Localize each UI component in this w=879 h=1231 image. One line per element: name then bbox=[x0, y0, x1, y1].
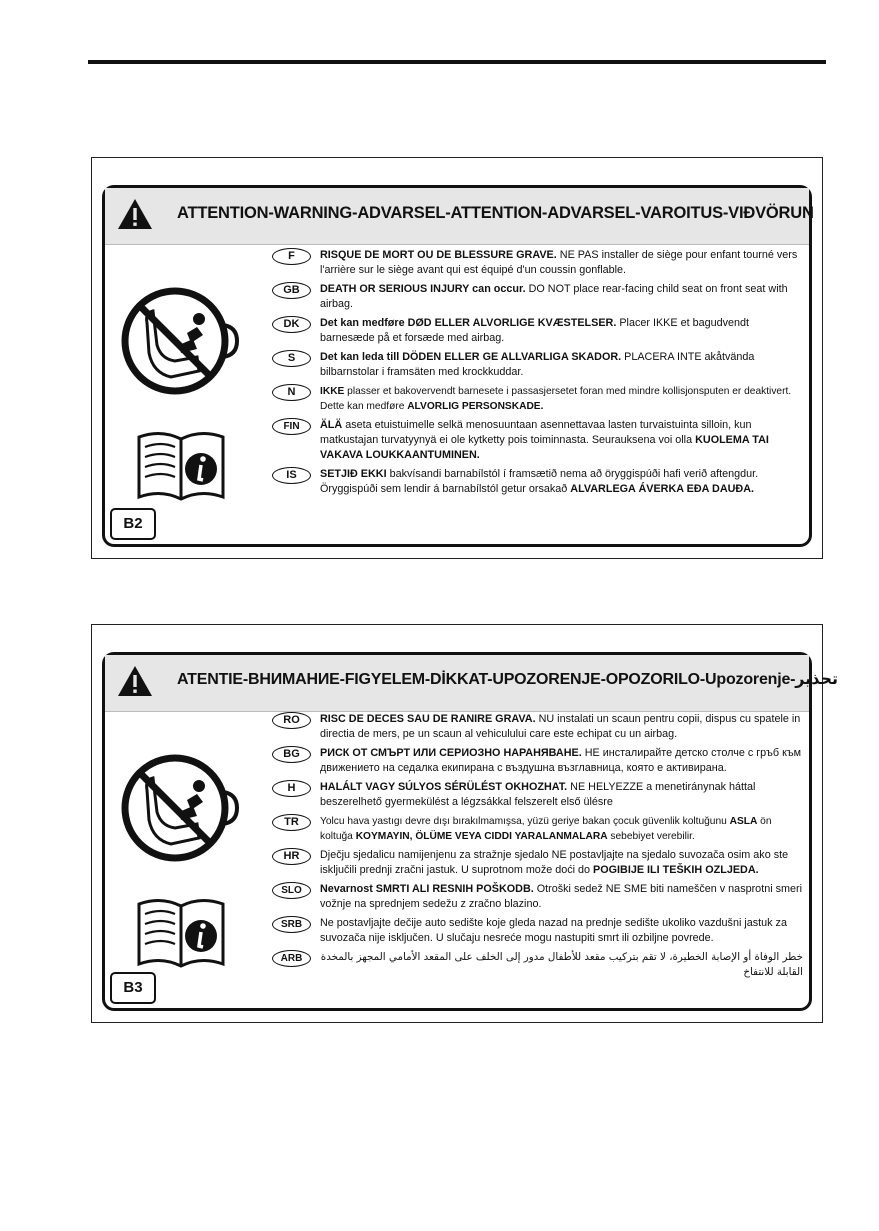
no-rear-facing-child-seat-icon bbox=[117, 740, 247, 880]
warning-text: SETJIÐ EKKI bakvísandi barnabílstól í framsætið nema að öryggispúði hafi verið aftengdur. Öryggispúði sem lendir á barnabílstól getur orsakað ALVARLEGA ÁVERKA EÐA DAUÐA. bbox=[320, 468, 759, 495]
language-badge: HR bbox=[272, 848, 311, 865]
warning-entry bbox=[272, 282, 803, 312]
warning-text: خطر الوفاة أو الإصابة الخطيرة، لا تقم بتركيب مقعد للأطفال مدور إلى الخلف على المقعد الأمامي المجهز بالمخدة القابلة للانتفاخ bbox=[320, 951, 803, 978]
label-code: B2 bbox=[110, 508, 156, 540]
pictogram bbox=[117, 273, 247, 523]
language-badge: SRB bbox=[272, 916, 311, 933]
label-frame-b2 bbox=[91, 157, 823, 559]
warning-text: HALÁLT VAGY SÚLYOS SÉRÜLÉST OKHOZHAT. NE HELYEZZE a menetiránynak háttal beszerelhető gyermekülést a légzsákkal felszerelt első ülésre bbox=[320, 781, 756, 808]
warning-triangle-icon bbox=[117, 665, 153, 697]
warning-label-b3 bbox=[102, 652, 839, 1011]
warning-triangle-icon bbox=[117, 198, 153, 230]
warning-text: RISC DE DECES SAU DE RANIRE GRAVA. NU instalati un scaun pentru copii, dispus cu spatele in directia de mers, pe un scaun al vehiculului care este echipat cu un airbag. bbox=[320, 713, 801, 740]
warning-text: DEATH OR SERIOUS INJURY can occur. DO NOT place rear-facing child seat on front seat with airbag. bbox=[320, 283, 788, 310]
language-badge: RO bbox=[272, 712, 311, 729]
language-badge: ARB bbox=[272, 950, 311, 967]
warning-text: Det kan medføre DØD ELLER ALVORLIGE KVÆSTELSER. Placer IKKE et bagudvendt barnesæde på et forsæde med airbag. bbox=[320, 317, 750, 344]
warning-entry bbox=[272, 418, 803, 463]
label-title: ATENTIE-ВНИМАНИЕ-FIGYELEM-DİKKAT-UPOZORENJE-OPOZORILO-Upozorenje-تحذير bbox=[177, 671, 839, 688]
warning-entry bbox=[272, 712, 803, 742]
warning-text: RISQUE DE MORT OU DE BLESSURE GRAVE. NE PAS installer de siège pour enfant tourné vers l'arrière sur le siège avant qui est équipé d'un coussin gonflable. bbox=[320, 249, 798, 276]
language-badge: N bbox=[272, 384, 311, 401]
warning-entry bbox=[272, 467, 803, 497]
warning-text: IKKE plasser et bakovervendt barnesete i passasjersetet foran med mindre kollisjonsputen er deaktivert. Dette kan medføre ALVORLIG PERSONSKADE. bbox=[320, 386, 792, 412]
warning-text: Det kan leda till DÖDEN ELLER GE ALLVARLIGA SKADOR. PLACERA INTE akåtvända bilbarnstolar i framsäten med krockkuddar. bbox=[320, 351, 755, 378]
language-badge: BG bbox=[272, 746, 311, 763]
warning-entry bbox=[272, 848, 803, 878]
label-header bbox=[105, 188, 814, 245]
read-manual-icon bbox=[131, 417, 231, 507]
warning-entry bbox=[272, 746, 803, 776]
language-badge: SLO bbox=[272, 882, 311, 899]
warning-entry bbox=[272, 248, 803, 278]
language-badge: F bbox=[272, 248, 311, 265]
warning-text: Yolcu hava yastıgı devre dışı bırakılmamışsa, yüzü geriye bakan çocuk güvenlik koltuğunu ASLA ön koltuğa KOYMAYIN, ÖLÜME VEYA CIDDI YARALANMALARA sebebiyet verebilir. bbox=[320, 816, 772, 842]
language-badge: FIN bbox=[272, 418, 311, 435]
warning-text: РИСК ОТ СМЪРТ ИЛИ СЕРИОЗНО НАРАНЯВАНЕ. НЕ инсталирайте детско столче с гръб към движението на седалка екипирана с въздушна възглавница, която е активирана. bbox=[320, 747, 801, 774]
warning-text: Dječju sjedalicu namijenjenu za stražnje sjedalo NE postavljajte na sjedalo suvozača osim ako ste isključili prednji zračni jastuk. U suprotnom može doći do POGIBIJE ILI TEŠKIH OZLJEDA. bbox=[320, 849, 789, 876]
top-rule bbox=[88, 60, 826, 64]
warning-texts bbox=[272, 248, 803, 501]
warning-entry bbox=[272, 316, 803, 346]
label-header bbox=[105, 655, 839, 712]
warning-entry bbox=[272, 950, 803, 980]
warning-entry bbox=[272, 780, 803, 810]
language-badge: IS bbox=[272, 467, 311, 484]
warning-entry bbox=[272, 814, 803, 844]
language-badge: DK bbox=[272, 316, 311, 333]
pictogram bbox=[117, 740, 247, 990]
language-badge: GB bbox=[272, 282, 311, 299]
warning-text: Ne postavljajte dečije auto sedište koje gleda nazad na prednje sedište ukoliko vazdušni jastuk za suvozača nije isključen. U slučaju nesreće mogu nastupiti smrt ili ozbiljne povrede. bbox=[320, 917, 787, 944]
warning-label-b2 bbox=[102, 185, 812, 547]
warning-entry bbox=[272, 384, 803, 414]
warning-text: ÄLÄ aseta etuistuimelle selkä menosuuntaan asennettavaa lasten turvaistuinta silloin, kun matkustajan turvatyynyä ei ole kytketty pois toiminnasta. Seurauksena voi olla KUOLEMA TAI VAKAVA LOUKKAANTUMINEN. bbox=[320, 419, 769, 461]
warning-entry bbox=[272, 350, 803, 380]
no-rear-facing-child-seat-icon bbox=[117, 273, 247, 413]
warning-entry bbox=[272, 916, 803, 946]
read-manual-icon bbox=[131, 884, 231, 974]
warning-text: Nevarnost SMRTI ALI RESNIH POŠKODB. Otroški sedež NE SME biti nameščen v nasprotni smeri vožnje na sprednjem sedežu z zračno blazino. bbox=[320, 883, 802, 910]
language-badge: S bbox=[272, 350, 311, 367]
label-frame-b3 bbox=[91, 624, 839, 1023]
warning-entry bbox=[272, 882, 803, 912]
language-badge: H bbox=[272, 780, 311, 797]
label-title: ATTENTION-WARNING-ADVARSEL-ATTENTION-ADVARSEL-VAROITUS-VIÐVÖRUN bbox=[177, 204, 814, 222]
label-code: B3 bbox=[110, 972, 156, 1004]
language-badge: TR bbox=[272, 814, 311, 831]
warning-texts bbox=[272, 712, 803, 984]
